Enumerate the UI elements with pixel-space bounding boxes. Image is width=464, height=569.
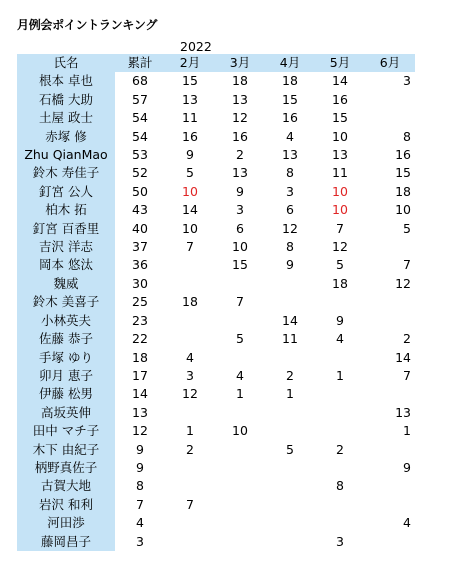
ranking-table: [17, 54, 415, 551]
player-name: 河田渉: [17, 514, 115, 532]
table-row: [17, 72, 415, 90]
player-name: 石橋 大助: [17, 91, 115, 109]
month-points: [315, 293, 365, 311]
player-name: 釘宮 百香里: [17, 220, 115, 238]
month-points: [365, 293, 415, 311]
month-points: [215, 275, 265, 293]
year-label: 2022: [180, 39, 212, 54]
month-points: 1: [186, 423, 194, 439]
month-points: 12: [332, 239, 348, 255]
table-row: [17, 441, 415, 459]
month-points: 18: [332, 275, 348, 291]
month-points: 12: [182, 386, 198, 402]
month-points: 8: [286, 239, 294, 255]
month-points: [165, 459, 215, 477]
table-row: [17, 128, 415, 146]
month-points: 16: [282, 110, 298, 126]
month-points: 9: [236, 183, 244, 199]
page-title: 月例会ポイントランキング: [17, 18, 158, 32]
month-points: [215, 477, 265, 495]
month-points: 7: [186, 496, 194, 512]
month-points: 16: [395, 147, 411, 163]
month-points: 9: [286, 257, 294, 273]
month-points: 18: [282, 73, 298, 89]
month-points: [365, 533, 415, 551]
player-name: 根本 卓也: [17, 72, 115, 90]
month-points: [165, 330, 215, 348]
month-points: 16: [232, 128, 248, 144]
total-points: 52: [132, 165, 148, 181]
month-points: [315, 385, 365, 403]
month-points: [265, 459, 315, 477]
total-points: 3: [136, 533, 144, 549]
month-points: [365, 477, 415, 495]
month-points: [215, 514, 265, 532]
total-points: 36: [132, 257, 148, 273]
total-points: 54: [132, 128, 148, 144]
month-points: 7: [403, 367, 411, 383]
month-points: 15: [282, 91, 298, 107]
month-points: 13: [282, 147, 298, 163]
player-name: 岩沢 和利: [17, 496, 115, 514]
player-name: 柏木 拓: [17, 201, 115, 219]
month-points: 13: [232, 91, 248, 107]
month-points: 15: [332, 110, 348, 126]
month-points: 4: [286, 128, 294, 144]
month-points: 3: [236, 202, 244, 218]
month-points: 12: [282, 220, 298, 236]
total-points: 17: [132, 367, 148, 383]
table-row: [17, 422, 415, 440]
month-points: 3: [403, 73, 411, 89]
player-name: 佐藤 恭子: [17, 330, 115, 348]
month-points: 5: [236, 331, 244, 347]
month-points: 4: [236, 367, 244, 383]
table-row: [17, 496, 415, 514]
month-points: [315, 404, 365, 422]
player-name: 木下 由紀子: [17, 441, 115, 459]
total-points: 40: [132, 220, 148, 236]
month-points: 16: [332, 91, 348, 107]
month-points: [215, 459, 265, 477]
table-row: [17, 385, 415, 403]
month-points: 18: [232, 73, 248, 89]
month-points: 2: [336, 441, 344, 457]
month-points: 10: [395, 202, 411, 218]
player-name: 赤塚 修: [17, 128, 115, 146]
month-points: 16: [182, 128, 198, 144]
month-points: [265, 404, 315, 422]
month-points: [215, 441, 265, 459]
month-points: 13: [182, 91, 198, 107]
table-row: [17, 312, 415, 330]
month-points: 4: [186, 349, 194, 365]
month-points: [265, 293, 315, 311]
player-name: 伊藤 松男: [17, 385, 115, 403]
total-points: 68: [132, 73, 148, 89]
month-points: 9: [186, 147, 194, 163]
month-points: 11: [282, 331, 298, 347]
header-total: 累計: [115, 54, 165, 72]
month-points: 7: [336, 220, 344, 236]
month-points: 11: [182, 110, 198, 126]
month-points: [365, 91, 415, 109]
month-points: 8: [336, 478, 344, 494]
month-points: [315, 349, 365, 367]
month-points: 5: [186, 165, 194, 181]
month-points: 3: [286, 183, 294, 199]
month-points: 14: [395, 349, 411, 365]
total-points: 22: [132, 331, 148, 347]
month-points: 14: [282, 312, 298, 328]
month-points: [315, 514, 365, 532]
total-points: 37: [132, 239, 148, 255]
month-points: 15: [182, 73, 198, 89]
month-points: 14: [182, 202, 198, 218]
month-points: 1: [403, 423, 411, 439]
table-row: [17, 367, 415, 385]
player-name: Zhu QianMao: [17, 146, 115, 164]
table-row: [17, 404, 415, 422]
month-points: 13: [232, 165, 248, 181]
month-points: [365, 496, 415, 514]
month-points: 7: [236, 294, 244, 310]
month-points: 13: [332, 147, 348, 163]
month-points: [265, 533, 315, 551]
month-points: [315, 422, 365, 440]
month-points: [315, 459, 365, 477]
month-points: 10: [232, 239, 248, 255]
month-points: 10: [332, 128, 348, 144]
month-points: 11: [332, 165, 348, 181]
month-points: 18: [395, 183, 411, 199]
month-points: [265, 477, 315, 495]
total-points: 57: [132, 91, 148, 107]
player-name: 魏威: [17, 275, 115, 293]
month-points: 10: [182, 220, 198, 236]
table-header-row: [17, 54, 415, 72]
month-points: 7: [186, 239, 194, 255]
month-points: 13: [395, 404, 411, 420]
month-points: 10: [182, 183, 198, 199]
month-points: [165, 256, 215, 274]
total-points: 25: [132, 294, 148, 310]
total-points: 13: [132, 404, 148, 420]
month-points: [215, 404, 265, 422]
month-points: 1: [336, 367, 344, 383]
month-points: [215, 349, 265, 367]
month-points: [265, 514, 315, 532]
month-points: 5: [286, 441, 294, 457]
player-name: 藤岡昌子: [17, 533, 115, 551]
month-points: [365, 238, 415, 256]
month-points: 4: [403, 515, 411, 531]
month-points: 7: [403, 257, 411, 273]
header-may: 5月: [315, 54, 365, 72]
total-points: 18: [132, 349, 148, 365]
total-points: 14: [132, 386, 148, 402]
month-points: [265, 422, 315, 440]
month-points: 6: [236, 220, 244, 236]
month-points: 3: [336, 533, 344, 549]
month-points: [315, 496, 365, 514]
month-points: 12: [395, 275, 411, 291]
month-points: 5: [336, 257, 344, 273]
total-points: 50: [132, 183, 148, 199]
header-feb: 2月: [165, 54, 215, 72]
month-points: [215, 496, 265, 514]
player-name: 柄野真佐子: [17, 459, 115, 477]
month-points: [365, 441, 415, 459]
month-points: [265, 496, 315, 514]
total-points: 4: [136, 515, 144, 531]
month-points: 2: [286, 367, 294, 383]
player-name: 高坂英伸: [17, 404, 115, 422]
month-points: [165, 514, 215, 532]
header-name: 氏名: [17, 54, 115, 72]
month-points: [165, 533, 215, 551]
month-points: 4: [336, 331, 344, 347]
total-points: 30: [132, 275, 148, 291]
month-points: [365, 385, 415, 403]
total-points: 43: [132, 202, 148, 218]
month-points: 10: [332, 202, 348, 218]
month-points: 10: [332, 183, 348, 199]
month-points: [215, 533, 265, 551]
month-points: 8: [403, 128, 411, 144]
total-points: 9: [136, 459, 144, 475]
month-points: [165, 312, 215, 330]
month-points: 15: [395, 165, 411, 181]
total-points: 9: [136, 441, 144, 457]
total-points: 12: [132, 423, 148, 439]
month-points: [365, 312, 415, 330]
player-name: 釘宮 公人: [17, 183, 115, 201]
table-row: [17, 164, 415, 182]
month-points: 2: [186, 441, 194, 457]
month-points: 5: [403, 220, 411, 236]
month-points: 10: [232, 423, 248, 439]
month-points: [165, 275, 215, 293]
player-name: 土屋 政士: [17, 109, 115, 127]
total-points: 53: [132, 147, 148, 163]
player-name: 手塚 ゆり: [17, 349, 115, 367]
table-row: [17, 514, 415, 532]
table-row: [17, 91, 415, 109]
total-points: 8: [136, 478, 144, 494]
month-points: 14: [332, 73, 348, 89]
table-row: [17, 349, 415, 367]
table-row: [17, 238, 415, 256]
month-points: 9: [336, 312, 344, 328]
table-row: [17, 330, 415, 348]
month-points: [215, 312, 265, 330]
month-points: 1: [286, 386, 294, 402]
player-name: 岡本 悠汰: [17, 256, 115, 274]
table-row: [17, 533, 415, 551]
table-row: [17, 477, 415, 495]
player-name: 鈴木 美喜子: [17, 293, 115, 311]
month-points: 2: [236, 147, 244, 163]
player-name: 卯月 恵子: [17, 367, 115, 385]
month-points: 12: [232, 110, 248, 126]
total-points: 23: [132, 312, 148, 328]
player-name: 小林英夫: [17, 312, 115, 330]
table-row: [17, 293, 415, 311]
table-row: [17, 256, 415, 274]
month-points: 9: [403, 459, 411, 475]
table-row: [17, 275, 415, 293]
player-name: 古賀大地: [17, 477, 115, 495]
month-points: 1: [236, 386, 244, 402]
month-points: 15: [232, 257, 248, 273]
table-row: [17, 109, 415, 127]
total-points: 54: [132, 110, 148, 126]
table-row: [17, 459, 415, 477]
table-row: [17, 183, 415, 201]
month-points: [165, 404, 215, 422]
month-points: [165, 477, 215, 495]
total-points: 7: [136, 496, 144, 512]
header-jun: 6月: [365, 54, 415, 72]
player-name: 吉沢 洋志: [17, 238, 115, 256]
player-name: 鈴木 寿佳子: [17, 164, 115, 182]
header-apr: 4月: [265, 54, 315, 72]
month-points: 18: [182, 294, 198, 310]
month-points: 8: [286, 165, 294, 181]
table-row: [17, 220, 415, 238]
month-points: [365, 109, 415, 127]
month-points: [265, 275, 315, 293]
header-mar: 3月: [215, 54, 265, 72]
table-row: [17, 146, 415, 164]
table-row: [17, 201, 415, 219]
player-name: 田中 マチ子: [17, 422, 115, 440]
month-points: 3: [186, 367, 194, 383]
month-points: 6: [286, 202, 294, 218]
month-points: 2: [403, 331, 411, 347]
month-points: [265, 349, 315, 367]
